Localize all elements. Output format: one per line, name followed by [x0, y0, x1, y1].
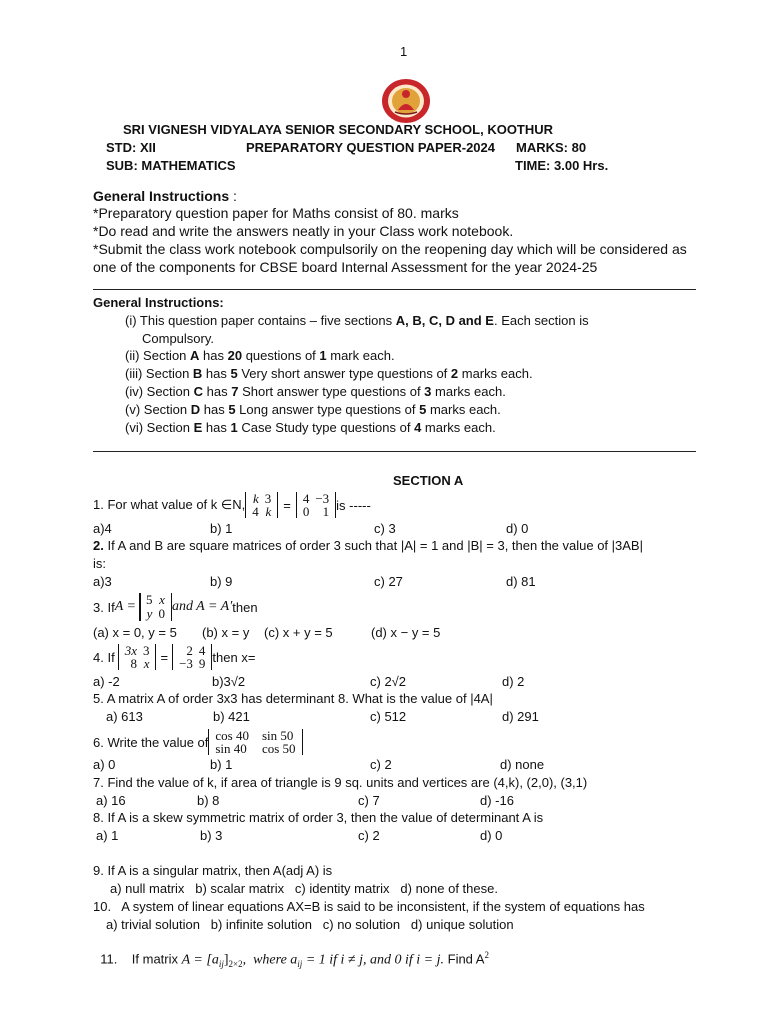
- subject-label: SUB: MATHEMATICS: [106, 158, 236, 173]
- option: (b) x = y: [202, 625, 250, 640]
- option: c) 27: [374, 574, 403, 589]
- option: b) 1: [210, 757, 233, 772]
- marks-label: MARKS: 80: [516, 140, 587, 155]
- option: (c) x + y = 5: [264, 625, 333, 640]
- instruction-line: *Do read and write the answers neatly in your Class work notebook.: [93, 223, 514, 239]
- option: d) 0: [506, 521, 529, 536]
- option: d) 81: [506, 574, 536, 589]
- option: d) -16: [480, 793, 514, 808]
- question-11: 11. If matrix $A = [a_{ij}]_{2\times 2}$, where $a_{ij} = 1$ if i ≠ j, and 0 if i = j. Find $A^2$: [100, 950, 489, 969]
- school-logo-icon: [381, 78, 431, 124]
- question-10-options: a) trivial solution b) infinite solution c) no solution d) unique solution: [106, 917, 514, 932]
- instruction-line: *Preparatory question paper for Maths consist of 80. marks: [93, 205, 459, 221]
- instruction-item-vi: (vi) Section E has 1 Case Study type questions of 4 marks each.: [125, 420, 496, 435]
- instruction-line: *Submit the class work notebook compulsorily on the reopening day which will be considered as: [93, 241, 687, 257]
- instruction-item-iii: (iii) Section B has 5 Very short answer type questions of 2 marks each.: [125, 366, 533, 381]
- instruction-line: one of the components for CBSE board Internal Assessment for the year 2024-25: [93, 259, 598, 275]
- std-label: STD: XII: [106, 140, 156, 155]
- option: d) 291: [502, 709, 539, 724]
- option: a) 0: [93, 757, 116, 772]
- option: (a) x = 0, y = 5: [93, 625, 177, 640]
- general-instructions-heading-2: General Instructions:: [93, 295, 224, 310]
- paper-title: PREPARATORY QUESTION PAPER-2024: [246, 140, 495, 155]
- question-8: 8. If A is a skew symmetric matrix of order 3, then the value of determinant A is: [93, 810, 544, 825]
- question-4: 4. If 3x 3 8 x = 2 4 −3 9 then x=: [93, 643, 256, 671]
- option: a) 1: [96, 828, 119, 843]
- general-instructions-heading: General Instructions :: [93, 188, 237, 204]
- question-3: 3. If A = 5 x y 0 and A = A′ then: [93, 592, 258, 621]
- question-6: 6. Write the value of cos 40 sin 50 sin 40 cos 50: [93, 726, 303, 758]
- option: c) 2√2: [370, 674, 407, 689]
- question-5: 5. A matrix A of order 3x3 has determinant 8. What is the value of |4A|: [93, 691, 493, 706]
- option: b) 421: [213, 709, 250, 724]
- instruction-item-ii: (ii) Section A has 20 questions of 1 mark each.: [125, 348, 395, 363]
- divider: [93, 289, 696, 290]
- option: c) 2: [370, 757, 392, 772]
- option: d) 0: [480, 828, 503, 843]
- option: a)3: [93, 574, 112, 589]
- instruction-item-i-cont: Compulsory.: [142, 331, 215, 346]
- option: (d) x − y = 5: [371, 625, 441, 640]
- option: d) 2: [502, 674, 525, 689]
- question-2-cont: is:: [93, 556, 106, 571]
- option: a) -2: [93, 674, 120, 689]
- option: a)4: [93, 521, 112, 536]
- instruction-item-i: (i) This question paper contains – five sections A, B, C, D and E. Each section is: [125, 313, 589, 328]
- time-label: TIME: 3.00 Hrs.: [515, 158, 609, 173]
- option: c) 512: [370, 709, 407, 724]
- question-10: 10. A system of linear equations AX=B is said to be inconsistent, if the system of equations has: [93, 899, 645, 914]
- option: c) 2: [358, 828, 380, 843]
- section-a-heading: SECTION A: [393, 473, 464, 488]
- option: c) 3: [374, 521, 396, 536]
- page-number: 1: [400, 44, 408, 59]
- option: b) 8: [197, 793, 220, 808]
- option: c) 7: [358, 793, 380, 808]
- instruction-item-iv: (iv) Section C has 7 Short answer type questions of 3 marks each.: [125, 384, 506, 399]
- question-9-options: a) null matrix b) scalar matrix c) identity matrix d) none of these.: [110, 881, 498, 896]
- option: b)3√2: [212, 674, 246, 689]
- option: b) 3: [200, 828, 223, 843]
- option: a) 613: [106, 709, 143, 724]
- school-name: SRI VIGNESH VIDYALAYA SENIOR SECONDARY SCHOOL, KOOTHUR: [123, 122, 554, 137]
- question-1: 1. For what value of k ∈N, k 3 4 k = 4 −3 0 1 is -----: [93, 491, 371, 519]
- question-7: 7. Find the value of k, if area of triangle is 9 sq. units and vertices are (4,k), (2,0), (3,1): [93, 775, 588, 790]
- option: d) none: [500, 757, 545, 772]
- option: b) 9: [210, 574, 233, 589]
- option: b) 1: [210, 521, 233, 536]
- option: a) 16: [96, 793, 126, 808]
- question-2: 2. If A and B are square matrices of order 3 such that |A| = 1 and |B| = 3, then the value of |3AB|: [93, 538, 643, 553]
- instruction-item-v: (v) Section D has 5 Long answer type questions of 5 marks each.: [125, 402, 501, 417]
- question-9: 9. If A is a singular matrix, then A(adj A) is: [93, 863, 333, 878]
- divider: [93, 451, 696, 452]
